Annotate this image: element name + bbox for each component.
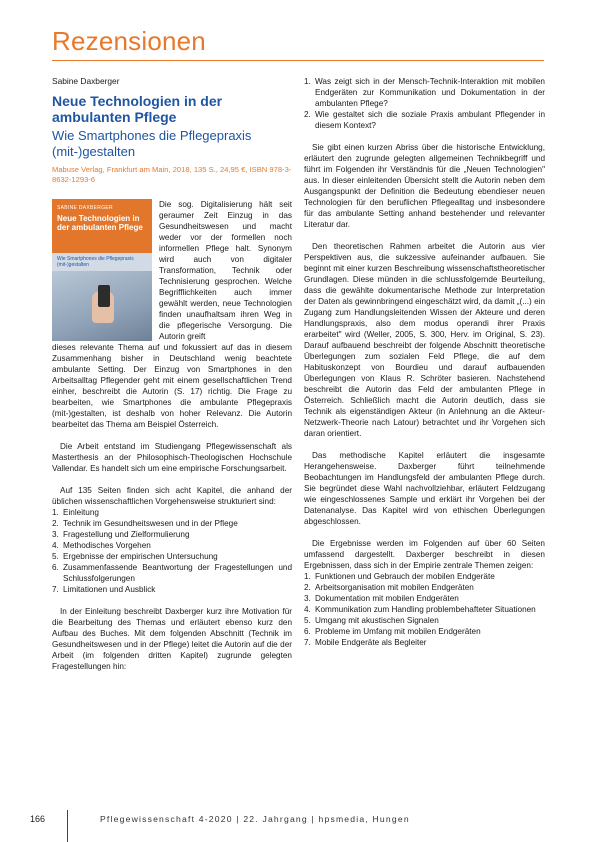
book-title: Neue Technologien in der ambulanten Pflege: [52, 93, 223, 125]
research-questions: [304, 76, 545, 131]
paragraph-results: Die Ergebnisse werden im Folgenden auf über 60 Seiten umfassend dargestellt. Daxberger beschreibt in diesen Ergebnissen, dass sich in der Empirie zentrale Themen zeigen:: [304, 539, 545, 570]
journal-line: Pflegewissenschaft 4-2020 | 22. Jahrgang | hpsmedia, Hungen: [100, 814, 410, 824]
list-item: 2. Wie gestaltet sich die soziale Praxis ambulant Pflegender in diesem Kontext?: [304, 110, 545, 130]
right-column: [304, 76, 545, 648]
book-cover-image: [52, 199, 152, 341]
paragraph-introduction: In der Einleitung beschreibt Daxberger kurz ihre Motivation für die Bearbeitung des Themas und erläutert ebenso kurz den Aufbau des Buches. Mit dem folgenden Abschnitt (Technik im Gesundheitswesen und in der Pflege) leitet die Autorin auf die der Arbeit (im folgenden dritten Kapitel) zugrunde gelegten Fragestellungen hin:: [52, 607, 292, 671]
cover-subtitle: Wie Smartphones die Pflegepraxis (mit-)gestalten: [57, 256, 134, 268]
list-item: 7. Limitationen und Ausblick: [52, 585, 156, 594]
list-item: 4. Methodisches Vorgehen: [52, 541, 151, 550]
list-item: 4. Kommunikation zum Handling problembehafteter Situationen: [304, 605, 536, 614]
list-item: 7. Mobile Endgeräte als Begleiter: [304, 638, 427, 647]
paragraph-method: Das methodische Kapitel erläutert die insgesamte Herangehensweise. Daxberger führt teilnehmende Beobachtungen im Handlungsfeld der ambulanten Pflege durch. Sie begründet diese Wahl nachvollziehbar, erläutert Feldzugang wie eingeschlossenes Sample und erklärt ihr Vorgehen bei der Datenanalyse. Das Kapitel wird von ethischen Überlegungen abgeschlossen.: [304, 451, 545, 526]
paragraph-history: Sie gibt einen kurzen Abriss über die historische Entwicklung, erläutert den zugrunde gelegten allgemeinen Technikbegriff und führt im Folgenden ihr Verständnis für die „Neuen Technologien" aus. In dieser einleitenden Übersicht stellt die Autorin neben dem Ausgangspunkt der Definition die Bedeutung ebendieser neuen Technologien für den beruflichen Pflegealltag und insbesondere für das ambulante Setting anhand bestehender und relevanter Literatur dar.: [304, 143, 545, 229]
intro-float-text: Die sog. Digitalisierung hält seit geraumer Zeit Einzug in das Gesundheitswesen und macht weder vor der formellen noch informellen Pflege halt. Synonym wird auch von digitaler Transformation, Technik oder Technisierung gesprochen. Welche Begrifflichkeiten auch immer gewählt werden, neue Technologien finden unaufhaltsam ihren Weg in die pflegerische Versorgung. Die Autorin greift: [159, 200, 292, 341]
cover-float-block: [52, 199, 292, 342]
section-title: Rezensionen: [52, 26, 206, 56]
footer-divider: [67, 810, 68, 842]
cover-header: [52, 199, 152, 253]
paragraph-theory: Den theoretischen Rahmen arbeitet die Autorin aus vier Perspektiven aus, die sukzessive aufeinander aufbauen. Sie beginnt mit einer kurzen Beschreibung wissenschaftstheoretischer Grundlagen. Diese münden in die schlussfolgernde Beurteilung, dass die gewählte dokumentarische Methode zur Interpretation der Daten als gewinnbringend eingeschätzt wird, da damit „(...) ein Zugang zum Handlungsleitenden Wissen der Akteure und deren Handlungspraxis, also dem modus operandi ihrer Praxis erarbeitet" wird (Weller, 2005, S. 300, Herv. im Original, S. 23). Darauf aufbauend beschreibt der folgende Abschnitt theoretische Überlegungen zum sozialen Feld Pflege, die auf dem Habituskonzept von Bourdieu und darauf aufbauenden Überlegungen von Klaus R. Schröter basieren. Nachstehend beschreibt die Autorin das Feld der ambulanten Pflege in Österreich. Schließlich macht die Autorin deutlich, dass sie Technik als eigenständigen Akteur (in Anlehnung an die Akteur-Netzwerk-Theorie nach Latour) betrachtet und ihr Vorgehen sich daran orientiert.: [304, 242, 545, 438]
list-item: 2. Arbeitsorganisation mit mobilen Endgeräten: [304, 583, 474, 592]
list-item: 1. Einleitung: [52, 508, 99, 517]
paragraph-structure: Auf 135 Seiten finden sich acht Kapitel, die anhand der üblichen wissenschaftlichen Vorgehensweise strukturiert sind:: [52, 486, 292, 506]
page-number: 166: [30, 814, 46, 824]
cover-photo: [52, 271, 152, 341]
chapter-list: [52, 507, 292, 595]
title-rule: [52, 60, 544, 61]
review-author: Sabine Daxberger: [52, 76, 120, 86]
list-item: 1. Was zeigt sich in der Mensch-Technik-Interaktion mit mobilen Endgeräten zur Kommunikation und Dokumentation in der ambulanten Pflege?: [304, 77, 545, 108]
list-item: 1. Funktionen und Gebrauch der mobilen Endgeräte: [304, 572, 495, 581]
list-item: 2. Technik im Gesundheitswesen und in der Pflege: [52, 519, 238, 528]
list-item: 6. Zusammenfassende Beantwortung der Fragestellungen und Schlussfolgerungen: [52, 563, 292, 583]
list-item: 3. Fragestellung und Zielformulierung: [52, 530, 190, 539]
page-footer: [0, 810, 595, 842]
themes-list: [304, 571, 545, 648]
intro-continued: dieses relevante Thema auf und fokussiert auf das in diesem Zusammenhang bisher in Deutschland wenig beachtete ambulante Setting. Der Einzug von Smartphones in den Arbeitsalltag Pflegender geht mit einem gesellschaftlichen Trend einher, beschreibt die Autorin (S. 17) richtig. Die Frage zu bearbeiten, wie Smartphones die ambulante Pflegepraxis (mit-)gestalten, ist deshalb von hoher Relevanz. Die Autorin bearbeitet das Thema am Beispiel Österreich.: [52, 343, 292, 429]
list-item: 6. Probleme im Umfang mit mobilen Endgeräten: [304, 627, 481, 636]
publisher-line: Mabuse Verlag, Frankfurt am Main, 2018, 135 S., 24,95 €, ISBN 978-3-8632-1293-6: [52, 165, 292, 184]
paragraph-origin: Die Arbeit entstand im Studiengang Pflegewissenschaft als Masterthesis an der Philosophisch-Theologischen Hochschule Vallendar. Es handelt sich um eine empirische Forschungsarbeit.: [52, 442, 292, 473]
cover-title: Neue Technologien in der ambulanten Pflege: [57, 214, 143, 232]
list-item: 5. Ergebnisse der empirischen Untersuchung: [52, 552, 218, 561]
list-item: 5. Umgang mit akustischen Signalen: [304, 616, 439, 625]
smartphone-icon: [98, 285, 110, 307]
book-subtitle: Wie Smartphones die Pflegepraxis (mit-)gestalten: [52, 128, 252, 159]
cover-author: SABINE DAXBERGER: [57, 205, 113, 211]
list-item: 3. Dokumentation mit mobilen Endgeräten: [304, 594, 459, 603]
left-column: [52, 76, 292, 672]
